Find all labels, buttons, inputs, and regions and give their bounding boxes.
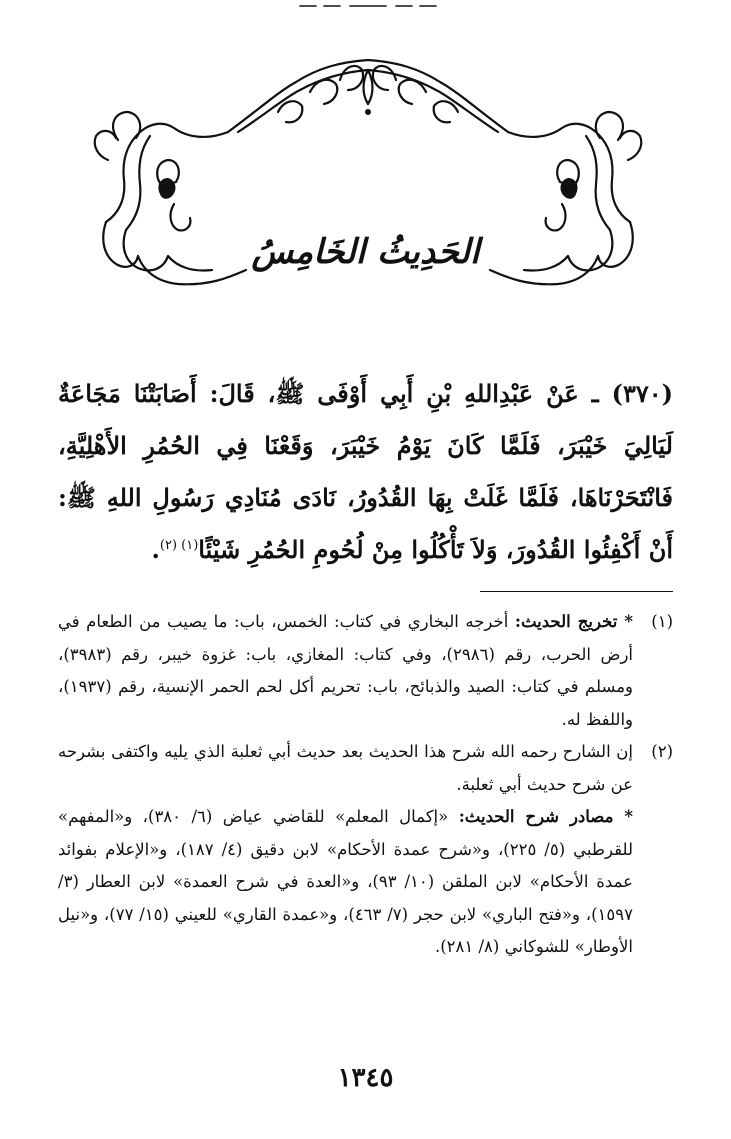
footnote-2 <box>58 736 673 801</box>
chapter-title: الحَدِيثُ الخَامِسُ <box>251 232 480 272</box>
footnote-number: (١) <box>651 612 673 631</box>
footnote-content: أخرجه البخاري في كتاب: الخمس، باب: ما يصيب من الطعام في أرض الحرب، رقم (٢٩٨٦)، وفي كتاب: المغازي، باب: غزوة خيبر، رقم (٣٩٨٣)، ومسلم في كتاب: الصيد والذبائح، باب: تحريم أكل لحم الحمر الإنسية، رقم (١٩٣٧)، واللفظ له. <box>58 612 633 729</box>
footnote-number: (٢) <box>651 742 673 761</box>
footnote-content: «إكمال المعلم» للقاضي عياض (٦/ ٣٨٠)، و«المفهم» للقرطبي (٥/ ٢٢٥)، و«شرح عمدة الأحكام» لابن دقيق (٤/ ١٨٧)، و«الإعلام بفوائد عمدة الأحكام» لابن الملقن (١٠/ ٩٣)، و«العدة في شرح العمدة» لابن العطار (٣/ ١٥٩٧)، و«فتح الباري» لابن حجر (٧/ ٤٦٣)، و«عمدة القاري» للعيني (١٥/ ٧٧)، و«نيل الأوطار» للشوكاني (٨/ ٢٨١). <box>58 807 633 956</box>
footnote-1 <box>58 606 673 736</box>
footnote-label: * مصادر شرح الحديث: <box>458 807 633 826</box>
footnote-text <box>58 606 633 736</box>
hadith-end-mark: . <box>151 535 160 564</box>
footnote-label: * تخريج الحديث: <box>514 612 633 631</box>
hadith-text <box>58 368 673 576</box>
footnote-separator <box>480 591 673 592</box>
hadith-number: (٣٧٠) ـ <box>591 379 673 408</box>
hadith-body: عَنْ عَبْدِاللهِ بْنِ أَبِي أَوْفَى ﷺ، قَالَ: أَصَابَتْنَا مَجَاعَةٌ لَيَالِيَ خَيْبَرَ، فَلَمَّا كَانَ يَوْمُ خَيْبَرَ، وَقَعْنَا فِي الحُمُرِ الأَهْلِيَّةِ، فَانْتَحَرْنَاهَا، فَلَمَّا غَلَتْ بِهَا القُدُورُ، نَادَى مُنَادِي رَسُولِ اللهِ ﷺ: أَنْ أَكْفِئُوا القُدُورَ، وَلاَ تَأْكُلُوا مِنْ لُحُومِ الحُمُرِ شَيْئًا <box>58 379 673 564</box>
page-number: ١٣٤٥ <box>337 1063 394 1093</box>
footnote-text <box>58 801 633 964</box>
hadith-footnote-refs: (١) (٢) <box>159 538 199 553</box>
footnote-content: إن الشارح رحمه الله شرح هذا الحديث بعد حديث أبي ثعلبة الذي يليه واكتفى بشرحه عن شرح حديث أبي ثعلبة. <box>58 742 633 794</box>
footnote-sources <box>58 801 673 964</box>
footnotes <box>58 606 673 964</box>
